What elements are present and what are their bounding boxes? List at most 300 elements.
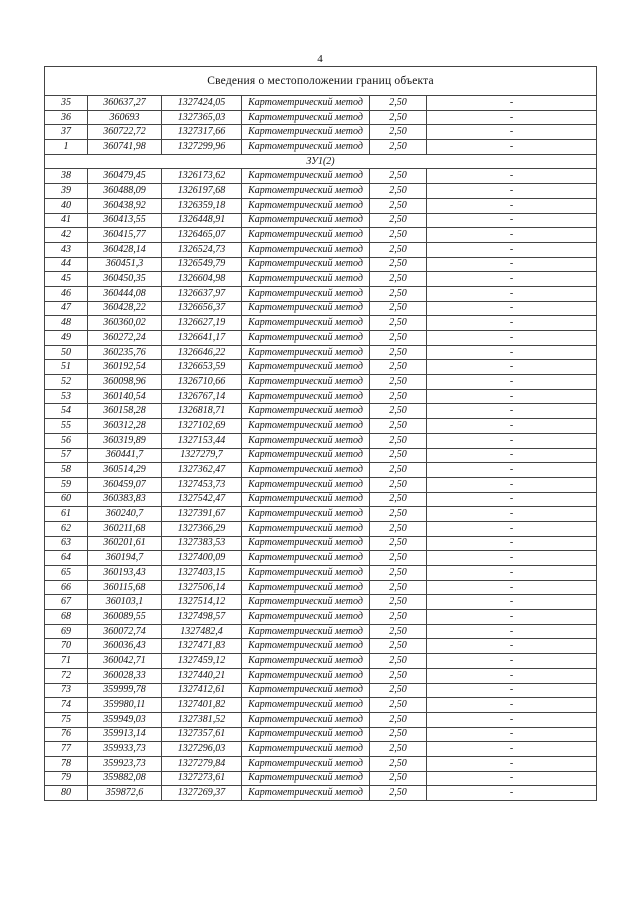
accuracy-cell: 2,50 xyxy=(370,316,427,331)
table-row xyxy=(45,624,597,639)
method-cell: Картометрический метод xyxy=(242,360,370,375)
x-coordinate-cell: 360428,14 xyxy=(88,242,162,257)
table-row xyxy=(45,536,597,551)
point-number-cell: 52 xyxy=(45,375,88,390)
x-coordinate-cell: 360140,54 xyxy=(88,389,162,404)
method-cell: Картометрический метод xyxy=(242,198,370,213)
y-coordinate-cell: 1327273,61 xyxy=(162,771,242,786)
accuracy-cell: 2,50 xyxy=(370,140,427,155)
y-coordinate-cell: 1327299,96 xyxy=(162,140,242,155)
y-coordinate-cell: 1327366,29 xyxy=(162,521,242,536)
description-cell: - xyxy=(427,448,597,463)
y-coordinate-cell: 1327403,15 xyxy=(162,566,242,581)
y-coordinate-cell: 1327391,67 xyxy=(162,507,242,522)
boundary-table xyxy=(44,66,597,801)
point-number-cell: 64 xyxy=(45,551,88,566)
y-coordinate-cell: 1327357,61 xyxy=(162,727,242,742)
x-coordinate-cell: 360438,92 xyxy=(88,198,162,213)
x-coordinate-cell: 359999,78 xyxy=(88,683,162,698)
x-coordinate-cell: 360451,3 xyxy=(88,257,162,272)
y-coordinate-cell: 1326359,18 xyxy=(162,198,242,213)
accuracy-cell: 2,50 xyxy=(370,433,427,448)
table-row xyxy=(45,110,597,125)
table-row xyxy=(45,492,597,507)
accuracy-cell: 2,50 xyxy=(370,272,427,287)
y-coordinate-cell: 1327453,73 xyxy=(162,477,242,492)
description-cell: - xyxy=(427,331,597,346)
y-coordinate-cell: 1326604,98 xyxy=(162,272,242,287)
x-coordinate-cell: 360042,71 xyxy=(88,654,162,669)
y-coordinate-cell: 1327459,12 xyxy=(162,654,242,669)
table-row xyxy=(45,566,597,581)
description-cell: - xyxy=(427,727,597,742)
accuracy-cell: 2,50 xyxy=(370,169,427,184)
table-row xyxy=(45,698,597,713)
accuracy-cell: 2,50 xyxy=(370,654,427,669)
point-number-cell: 39 xyxy=(45,184,88,199)
method-cell: Картометрический метод xyxy=(242,771,370,786)
point-number-cell: 44 xyxy=(45,257,88,272)
x-coordinate-cell: 360413,55 xyxy=(88,213,162,228)
method-cell: Картометрический метод xyxy=(242,433,370,448)
point-number-cell: 43 xyxy=(45,242,88,257)
accuracy-cell: 2,50 xyxy=(370,756,427,771)
y-coordinate-cell: 1327365,03 xyxy=(162,110,242,125)
table-row xyxy=(45,301,597,316)
point-number-cell: 41 xyxy=(45,213,88,228)
table-row xyxy=(45,610,597,625)
method-cell: Картометрический метод xyxy=(242,213,370,228)
y-coordinate-cell: 1326653,59 xyxy=(162,360,242,375)
accuracy-cell: 2,50 xyxy=(370,551,427,566)
accuracy-cell: 2,50 xyxy=(370,566,427,581)
description-cell: - xyxy=(427,698,597,713)
table-row xyxy=(45,771,597,786)
method-cell: Картометрический метод xyxy=(242,551,370,566)
y-coordinate-cell: 1327542,47 xyxy=(162,492,242,507)
y-coordinate-cell: 1327279,84 xyxy=(162,756,242,771)
x-coordinate-cell: 360089,55 xyxy=(88,610,162,625)
accuracy-cell: 2,50 xyxy=(370,610,427,625)
table-row xyxy=(45,272,597,287)
y-coordinate-cell: 1326549,79 xyxy=(162,257,242,272)
x-coordinate-cell: 360428,22 xyxy=(88,301,162,316)
y-coordinate-cell: 1326641,17 xyxy=(162,331,242,346)
description-cell: - xyxy=(427,580,597,595)
x-coordinate-cell: 359913,14 xyxy=(88,727,162,742)
point-number-cell: 1 xyxy=(45,140,88,155)
method-cell: Картометрический метод xyxy=(242,140,370,155)
table-row xyxy=(45,96,597,111)
table-row xyxy=(45,198,597,213)
accuracy-cell: 2,50 xyxy=(370,110,427,125)
method-cell: Картометрический метод xyxy=(242,419,370,434)
y-coordinate-cell: 1327440,21 xyxy=(162,668,242,683)
point-number-cell: 57 xyxy=(45,448,88,463)
x-coordinate-cell: 360036,43 xyxy=(88,639,162,654)
x-coordinate-cell: 360488,09 xyxy=(88,184,162,199)
x-coordinate-cell: 360459,07 xyxy=(88,477,162,492)
table-row xyxy=(45,448,597,463)
y-coordinate-cell: 1327383,53 xyxy=(162,536,242,551)
x-coordinate-cell: 360450,35 xyxy=(88,272,162,287)
table-row xyxy=(45,286,597,301)
method-cell: Картометрический метод xyxy=(242,272,370,287)
accuracy-cell: 2,50 xyxy=(370,242,427,257)
y-coordinate-cell: 1327424,05 xyxy=(162,96,242,111)
table-row xyxy=(45,228,597,243)
point-number-cell: 62 xyxy=(45,521,88,536)
table-row xyxy=(45,654,597,669)
description-cell: - xyxy=(427,668,597,683)
table-row xyxy=(45,639,597,654)
accuracy-cell: 2,50 xyxy=(370,257,427,272)
point-number-cell: 75 xyxy=(45,712,88,727)
table-row xyxy=(45,551,597,566)
method-cell: Картометрический метод xyxy=(242,477,370,492)
accuracy-cell: 2,50 xyxy=(370,477,427,492)
accuracy-cell: 2,50 xyxy=(370,712,427,727)
point-number-cell: 54 xyxy=(45,404,88,419)
point-number-cell: 67 xyxy=(45,595,88,610)
description-cell: - xyxy=(427,654,597,669)
point-number-cell: 74 xyxy=(45,698,88,713)
x-coordinate-cell: 359882,08 xyxy=(88,771,162,786)
point-number-cell: 73 xyxy=(45,683,88,698)
description-cell: - xyxy=(427,639,597,654)
y-coordinate-cell: 1327279,7 xyxy=(162,448,242,463)
description-cell: - xyxy=(427,742,597,757)
accuracy-cell: 2,50 xyxy=(370,727,427,742)
description-cell: - xyxy=(427,389,597,404)
table-row xyxy=(45,331,597,346)
description-cell: - xyxy=(427,110,597,125)
point-number-cell: 40 xyxy=(45,198,88,213)
description-cell: - xyxy=(427,125,597,140)
table-row xyxy=(45,580,597,595)
table-row xyxy=(45,125,597,140)
description-cell: - xyxy=(427,492,597,507)
method-cell: Картометрический метод xyxy=(242,389,370,404)
y-coordinate-cell: 1326448,91 xyxy=(162,213,242,228)
method-cell: Картометрический метод xyxy=(242,375,370,390)
point-number-cell: 71 xyxy=(45,654,88,669)
point-number-cell: 69 xyxy=(45,624,88,639)
x-coordinate-cell: 360383,83 xyxy=(88,492,162,507)
description-cell: - xyxy=(427,477,597,492)
method-cell: Картометрический метод xyxy=(242,566,370,581)
y-coordinate-cell: 1327498,57 xyxy=(162,610,242,625)
accuracy-cell: 2,50 xyxy=(370,624,427,639)
accuracy-cell: 2,50 xyxy=(370,228,427,243)
y-coordinate-cell: 1327153,44 xyxy=(162,433,242,448)
y-coordinate-cell: 1327401,82 xyxy=(162,698,242,713)
accuracy-cell: 2,50 xyxy=(370,198,427,213)
accuracy-cell: 2,50 xyxy=(370,125,427,140)
point-number-cell: 46 xyxy=(45,286,88,301)
point-number-cell: 58 xyxy=(45,463,88,478)
point-number-cell: 36 xyxy=(45,110,88,125)
point-number-cell: 49 xyxy=(45,331,88,346)
x-coordinate-cell: 360235,76 xyxy=(88,345,162,360)
description-cell: - xyxy=(427,419,597,434)
description-cell: - xyxy=(427,521,597,536)
x-coordinate-cell: 360028,33 xyxy=(88,668,162,683)
description-cell: - xyxy=(427,345,597,360)
x-coordinate-cell: 359933,73 xyxy=(88,742,162,757)
description-cell: - xyxy=(427,272,597,287)
table-row xyxy=(45,521,597,536)
y-coordinate-cell: 1326524,73 xyxy=(162,242,242,257)
x-coordinate-cell: 360722,72 xyxy=(88,125,162,140)
accuracy-cell: 2,50 xyxy=(370,786,427,801)
point-number-cell: 77 xyxy=(45,742,88,757)
accuracy-cell: 2,50 xyxy=(370,521,427,536)
description-cell: - xyxy=(427,712,597,727)
y-coordinate-cell: 1326637,97 xyxy=(162,286,242,301)
method-cell: Картометрический метод xyxy=(242,257,370,272)
x-coordinate-cell: 360415,77 xyxy=(88,228,162,243)
method-cell: Картометрический метод xyxy=(242,463,370,478)
point-number-cell: 42 xyxy=(45,228,88,243)
method-cell: Картометрический метод xyxy=(242,742,370,757)
x-coordinate-cell: 360098,96 xyxy=(88,375,162,390)
table-row xyxy=(45,477,597,492)
method-cell: Картометрический метод xyxy=(242,536,370,551)
method-cell: Картометрический метод xyxy=(242,712,370,727)
x-coordinate-cell: 359923,73 xyxy=(88,756,162,771)
y-coordinate-cell: 1326710,66 xyxy=(162,375,242,390)
point-number-cell: 72 xyxy=(45,668,88,683)
method-cell: Картометрический метод xyxy=(242,668,370,683)
accuracy-cell: 2,50 xyxy=(370,580,427,595)
point-number-cell: 35 xyxy=(45,96,88,111)
accuracy-cell: 2,50 xyxy=(370,213,427,228)
x-coordinate-cell: 359980,11 xyxy=(88,698,162,713)
point-number-cell: 80 xyxy=(45,786,88,801)
x-coordinate-cell: 360360,02 xyxy=(88,316,162,331)
y-coordinate-cell: 1326627,19 xyxy=(162,316,242,331)
description-cell: - xyxy=(427,198,597,213)
x-coordinate-cell: 359872,6 xyxy=(88,786,162,801)
table-row xyxy=(45,257,597,272)
y-coordinate-cell: 1327269,37 xyxy=(162,786,242,801)
point-number-cell: 76 xyxy=(45,727,88,742)
table-row xyxy=(45,712,597,727)
method-cell: Картометрический метод xyxy=(242,96,370,111)
x-coordinate-cell: 360741,98 xyxy=(88,140,162,155)
y-coordinate-cell: 1327506,14 xyxy=(162,580,242,595)
group-label-row xyxy=(45,154,597,169)
method-cell: Картометрический метод xyxy=(242,242,370,257)
description-cell: - xyxy=(427,140,597,155)
method-cell: Картометрический метод xyxy=(242,595,370,610)
point-number-cell: 70 xyxy=(45,639,88,654)
x-coordinate-cell: 359949,03 xyxy=(88,712,162,727)
method-cell: Картометрический метод xyxy=(242,345,370,360)
accuracy-cell: 2,50 xyxy=(370,331,427,346)
x-coordinate-cell: 360201,61 xyxy=(88,536,162,551)
table-row xyxy=(45,389,597,404)
table-row xyxy=(45,169,597,184)
table-row xyxy=(45,316,597,331)
method-cell: Картометрический метод xyxy=(242,301,370,316)
point-number-cell: 61 xyxy=(45,507,88,522)
accuracy-cell: 2,50 xyxy=(370,389,427,404)
point-number-cell: 47 xyxy=(45,301,88,316)
y-coordinate-cell: 1326767,14 xyxy=(162,389,242,404)
method-cell: Картометрический метод xyxy=(242,331,370,346)
point-number-cell: 48 xyxy=(45,316,88,331)
point-number-cell: 59 xyxy=(45,477,88,492)
method-cell: Картометрический метод xyxy=(242,316,370,331)
accuracy-cell: 2,50 xyxy=(370,463,427,478)
page-number: 4 xyxy=(317,53,323,65)
y-coordinate-cell: 1327296,03 xyxy=(162,742,242,757)
description-cell: - xyxy=(427,756,597,771)
accuracy-cell: 2,50 xyxy=(370,345,427,360)
description-cell: - xyxy=(427,242,597,257)
y-coordinate-cell: 1327412,61 xyxy=(162,683,242,698)
point-number-cell: 45 xyxy=(45,272,88,287)
table-row xyxy=(45,184,597,199)
method-cell: Картометрический метод xyxy=(242,610,370,625)
table-row xyxy=(45,213,597,228)
description-cell: - xyxy=(427,566,597,581)
point-number-cell: 38 xyxy=(45,169,88,184)
description-cell: - xyxy=(427,463,597,478)
point-number-cell: 65 xyxy=(45,566,88,581)
description-cell: - xyxy=(427,610,597,625)
y-coordinate-cell: 1326646,22 xyxy=(162,345,242,360)
description-cell: - xyxy=(427,257,597,272)
method-cell: Картометрический метод xyxy=(242,169,370,184)
method-cell: Картометрический метод xyxy=(242,786,370,801)
table-row xyxy=(45,668,597,683)
description-cell: - xyxy=(427,624,597,639)
method-cell: Картометрический метод xyxy=(242,639,370,654)
table-row xyxy=(45,727,597,742)
y-coordinate-cell: 1327471,83 xyxy=(162,639,242,654)
method-cell: Картометрический метод xyxy=(242,580,370,595)
x-coordinate-cell: 360272,24 xyxy=(88,331,162,346)
method-cell: Картометрический метод xyxy=(242,683,370,698)
accuracy-cell: 2,50 xyxy=(370,668,427,683)
x-coordinate-cell: 360514,29 xyxy=(88,463,162,478)
description-cell: - xyxy=(427,507,597,522)
description-cell: - xyxy=(427,433,597,448)
point-number-cell: 79 xyxy=(45,771,88,786)
description-cell: - xyxy=(427,184,597,199)
x-coordinate-cell: 360211,68 xyxy=(88,521,162,536)
x-coordinate-cell: 360193,43 xyxy=(88,566,162,581)
y-coordinate-cell: 1327400,09 xyxy=(162,551,242,566)
accuracy-cell: 2,50 xyxy=(370,492,427,507)
point-number-cell: 60 xyxy=(45,492,88,507)
description-cell: - xyxy=(427,786,597,801)
table-row xyxy=(45,595,597,610)
accuracy-cell: 2,50 xyxy=(370,698,427,713)
method-cell: Картометрический метод xyxy=(242,756,370,771)
x-coordinate-cell: 360192,54 xyxy=(88,360,162,375)
table-row xyxy=(45,756,597,771)
point-number-cell: 78 xyxy=(45,756,88,771)
accuracy-cell: 2,50 xyxy=(370,536,427,551)
accuracy-cell: 2,50 xyxy=(370,301,427,316)
x-coordinate-cell: 360103,1 xyxy=(88,595,162,610)
description-cell: - xyxy=(427,375,597,390)
y-coordinate-cell: 1326465,07 xyxy=(162,228,242,243)
point-number-cell: 63 xyxy=(45,536,88,551)
point-number-cell: 55 xyxy=(45,419,88,434)
method-cell: Картометрический метод xyxy=(242,184,370,199)
table-row xyxy=(45,683,597,698)
description-cell: - xyxy=(427,169,597,184)
table-row xyxy=(45,140,597,155)
accuracy-cell: 2,50 xyxy=(370,375,427,390)
table-row xyxy=(45,419,597,434)
accuracy-cell: 2,50 xyxy=(370,771,427,786)
accuracy-cell: 2,50 xyxy=(370,507,427,522)
y-coordinate-cell: 1327514,12 xyxy=(162,595,242,610)
description-cell: - xyxy=(427,316,597,331)
table-row xyxy=(45,375,597,390)
x-coordinate-cell: 360693 xyxy=(88,110,162,125)
accuracy-cell: 2,50 xyxy=(370,96,427,111)
table-title-row xyxy=(45,67,597,96)
x-coordinate-cell: 360479,45 xyxy=(88,169,162,184)
description-cell: - xyxy=(427,96,597,111)
table-row xyxy=(45,345,597,360)
x-coordinate-cell: 360444,08 xyxy=(88,286,162,301)
description-cell: - xyxy=(427,536,597,551)
y-coordinate-cell: 1326818,71 xyxy=(162,404,242,419)
method-cell: Картометрический метод xyxy=(242,228,370,243)
x-coordinate-cell: 360072,74 xyxy=(88,624,162,639)
point-number-cell: 50 xyxy=(45,345,88,360)
point-number-cell: 53 xyxy=(45,389,88,404)
accuracy-cell: 2,50 xyxy=(370,742,427,757)
accuracy-cell: 2,50 xyxy=(370,286,427,301)
method-cell: Картометрический метод xyxy=(242,521,370,536)
x-coordinate-cell: 360637,27 xyxy=(88,96,162,111)
description-cell: - xyxy=(427,404,597,419)
x-coordinate-cell: 360441,7 xyxy=(88,448,162,463)
description-cell: - xyxy=(427,301,597,316)
y-coordinate-cell: 1327381,52 xyxy=(162,712,242,727)
table-row xyxy=(45,242,597,257)
group-label: ЗУ1(2) xyxy=(45,154,597,169)
y-coordinate-cell: 1326173,62 xyxy=(162,169,242,184)
method-cell: Картометрический метод xyxy=(242,698,370,713)
description-cell: - xyxy=(427,595,597,610)
method-cell: Картометрический метод xyxy=(242,624,370,639)
method-cell: Картометрический метод xyxy=(242,727,370,742)
x-coordinate-cell: 360115,68 xyxy=(88,580,162,595)
method-cell: Картометрический метод xyxy=(242,492,370,507)
method-cell: Картометрический метод xyxy=(242,507,370,522)
point-number-cell: 66 xyxy=(45,580,88,595)
x-coordinate-cell: 360312,28 xyxy=(88,419,162,434)
method-cell: Картометрический метод xyxy=(242,654,370,669)
method-cell: Картометрический метод xyxy=(242,110,370,125)
accuracy-cell: 2,50 xyxy=(370,360,427,375)
table-row xyxy=(45,433,597,448)
accuracy-cell: 2,50 xyxy=(370,683,427,698)
y-coordinate-cell: 1327317,66 xyxy=(162,125,242,140)
x-coordinate-cell: 360194,7 xyxy=(88,551,162,566)
x-coordinate-cell: 360319,89 xyxy=(88,433,162,448)
